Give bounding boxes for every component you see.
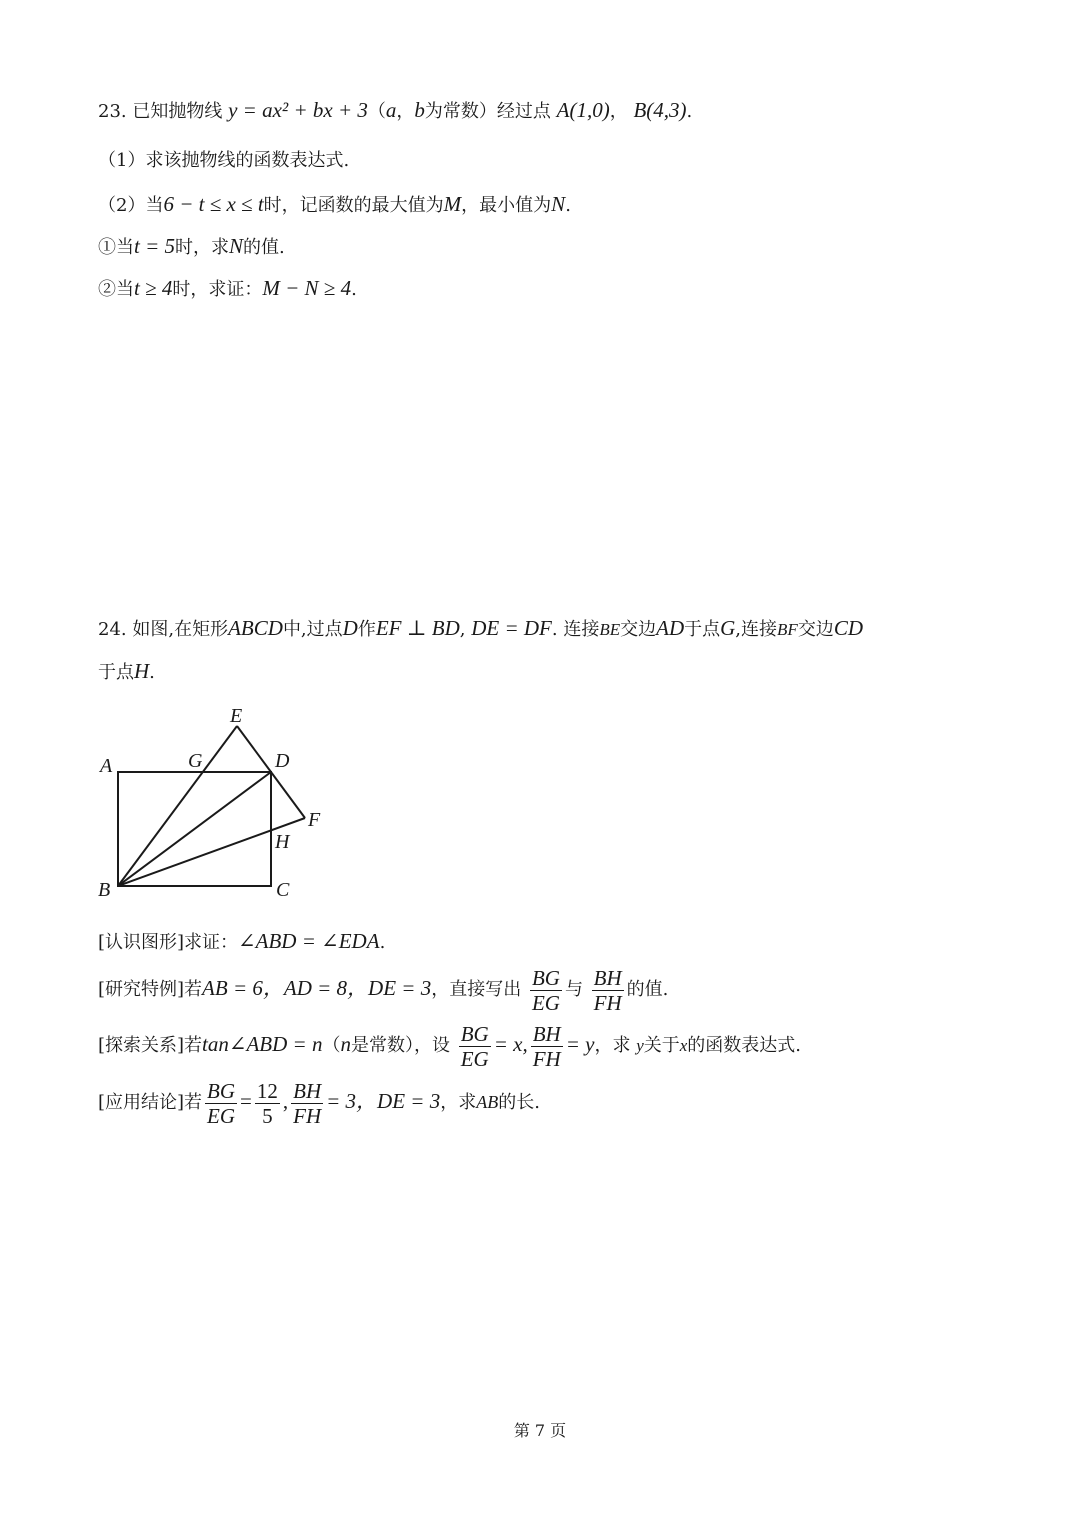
q24-text: 于点 [684, 619, 721, 640]
page-footer: 第 7 页 [513, 1421, 567, 1440]
q23-intro: 已知抛物线 [132, 101, 223, 122]
q24-r1 [98, 928, 385, 956]
question-number: 23. [98, 101, 127, 122]
r2-tag: [研究特例]若 [98, 979, 203, 1000]
seg-be: BE [599, 620, 621, 639]
label-g: G [188, 750, 203, 772]
q24-text: 于点 [98, 662, 134, 683]
q24-text: 中,过点 [282, 619, 343, 640]
r2-end: 的值. [626, 979, 669, 1000]
r3-const: 是常数），设 [350, 1035, 450, 1056]
q24-text: 作 [357, 619, 376, 640]
comma: , [459, 619, 466, 640]
parabola-equation: y = ax² + bx + 3 [228, 98, 368, 122]
label-b: B [98, 879, 111, 900]
frac-num: BG [531, 965, 560, 990]
fraction-bh-fh [592, 966, 624, 1015]
point-g: G [720, 616, 736, 640]
seg-bf: BF [777, 620, 798, 639]
label-d: D [275, 750, 290, 772]
label-e: E [230, 705, 243, 727]
segment-ed [237, 726, 271, 772]
geometry-figure [90, 700, 350, 900]
var-M: M [443, 192, 462, 216]
fraction-12-5 [255, 1079, 280, 1128]
var-n: n [340, 1032, 351, 1056]
q23-part1: （1）求该抛物线的函数表达式. [98, 150, 350, 171]
segment-df [271, 772, 305, 818]
frac-den: 5 [262, 1103, 273, 1128]
q23-sub1 [98, 233, 285, 261]
r3-end: 的函数表达式. [687, 1035, 802, 1056]
point-a: A(1,0) [556, 98, 610, 122]
fraction-bg-eg [530, 966, 562, 1015]
fraction-bg-eg [205, 1079, 237, 1128]
frac-den: FH [593, 990, 622, 1015]
frac-den: FH [293, 1103, 322, 1128]
q24-r3 [98, 1018, 801, 1072]
r2-mid: ，直接写出 [431, 979, 522, 1000]
period: . [686, 101, 693, 122]
sub1-pre: ①当 [98, 237, 134, 258]
frac-num: BG [207, 1078, 236, 1103]
seg-ad: AD [656, 616, 685, 640]
q24-stem-line2 [98, 658, 155, 686]
var-N: N [551, 192, 566, 216]
label-h: H [275, 831, 290, 853]
frac-den: FH [532, 1046, 561, 1071]
part2-mid2: ，最小值为 [461, 195, 552, 216]
var-b: b [414, 98, 425, 122]
q24-text: . 连接 [551, 619, 600, 640]
segment-bd [118, 772, 271, 886]
frac-num: BH [532, 1021, 561, 1046]
angle-expr: ∠ABD = ∠EDA [238, 929, 380, 953]
label-c: C [276, 879, 290, 900]
frac-num: BG [460, 1021, 489, 1046]
q24-text: 如图,在矩形 [132, 619, 229, 640]
part2-mid: 时，记函数的最大值为 [263, 195, 444, 216]
var-y: y [636, 1036, 644, 1055]
point-d: D [342, 616, 358, 640]
q24-stem-line1 [98, 615, 863, 643]
sub1-cond: t = 5 [134, 234, 176, 258]
paren: （ [322, 1035, 341, 1056]
sub2-mid: 时，求证： [172, 279, 263, 300]
point-b: B(4,3) [633, 98, 687, 122]
q24-r4 [98, 1075, 540, 1129]
var-x: x [679, 1036, 688, 1055]
q24-text: ,连接 [735, 619, 778, 640]
r2-cond: AB = 6，AD = 8，DE = 3 [202, 976, 432, 1000]
sub1-mid: 时，求 [175, 237, 230, 258]
frac-num: BH [293, 1078, 322, 1103]
frac-den: EG [207, 1103, 236, 1128]
q23-stem [98, 97, 692, 125]
q24-r2 [98, 962, 668, 1016]
sub1-end: 的值. [243, 237, 285, 258]
var-a: a [385, 98, 397, 122]
paren: （ [367, 101, 386, 122]
sep: ， [609, 101, 628, 122]
question-number: 24. [98, 619, 127, 640]
q23-part2 [98, 191, 571, 219]
fraction-bh-fh [291, 1079, 323, 1128]
r3-about: 关于 [643, 1035, 680, 1056]
segment-be [118, 726, 237, 886]
comma: , [282, 1089, 289, 1113]
fraction-bh-fh [531, 1022, 563, 1071]
seg-cd: CD [833, 616, 863, 640]
frac-num: 12 [256, 1078, 278, 1103]
eq-y: = y [565, 1032, 595, 1056]
r4-tag: [应用结论]若 [98, 1092, 203, 1113]
period: . [351, 279, 357, 300]
rect-name: ABCD [228, 616, 283, 640]
perp-expr: EF ⊥ BD [375, 616, 460, 640]
r4-end: 的长. [498, 1092, 540, 1113]
const-text: 为常数）经过点 [424, 101, 551, 122]
label-f: F [308, 809, 321, 831]
equal-expr: DE = DF [471, 616, 552, 640]
eq: = [240, 1089, 252, 1113]
q23-sub2 [98, 275, 357, 303]
comma: ， [396, 101, 415, 122]
eq-x: = x, [493, 1032, 528, 1056]
r2-and: 与 [564, 979, 583, 1000]
frac-den: EG [460, 1046, 489, 1071]
seg-ab: AB [476, 1092, 499, 1112]
label-a: A [100, 755, 113, 777]
r3-tag: [探索关系]若 [98, 1035, 203, 1056]
r4-mid: ，求 [440, 1092, 477, 1113]
frac-den: EG [531, 990, 560, 1015]
r3-mid: ，求 [594, 1035, 631, 1056]
period: . [565, 195, 571, 216]
frac-num: BH [593, 965, 622, 990]
period: . [379, 932, 386, 953]
range-expr: 6 − t ≤ x ≤ t [163, 192, 264, 216]
part2-pre: （2）当 [98, 195, 164, 216]
fraction-bg-eg [459, 1022, 491, 1071]
eq-3: = 3，DE = 3 [326, 1089, 441, 1113]
sub2-pre: ②当 [98, 279, 134, 300]
q24-text: 交边 [620, 619, 657, 640]
tan-expr: tan∠ABD = n [202, 1032, 323, 1056]
sub2-cond: t ≥ 4 [134, 276, 173, 300]
sub2-expr: M − N ≥ 4 [262, 276, 352, 300]
var-N: N [229, 234, 244, 258]
q24-text: 交边 [797, 619, 834, 640]
r1-tag: [认识图形]求证： [98, 932, 239, 953]
period: . [149, 662, 155, 683]
point-h: H [134, 659, 150, 683]
